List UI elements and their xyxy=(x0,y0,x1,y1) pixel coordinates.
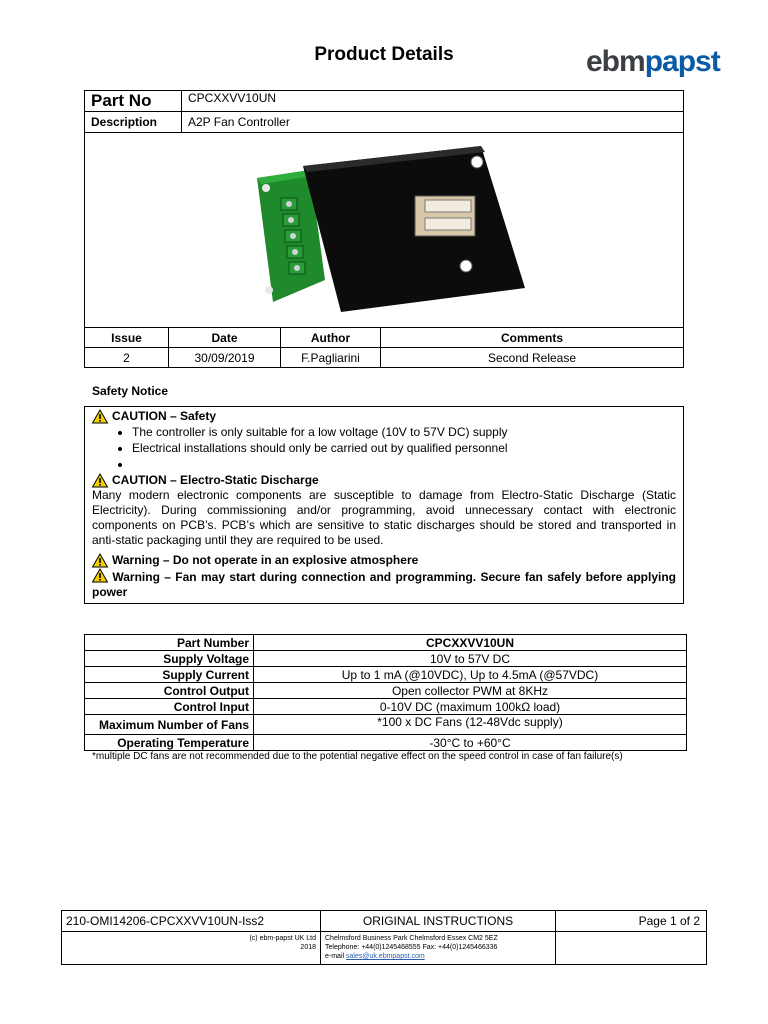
footer-empty-cell xyxy=(556,932,707,965)
spec-value: CPCXXVV10UN xyxy=(254,635,687,651)
cell-date: 30/09/2019 xyxy=(169,348,281,368)
list-item xyxy=(132,457,676,472)
spec-value: 10V to 57V DC xyxy=(254,651,687,667)
spec-key: Control Output xyxy=(85,683,254,699)
col-comments: Comments xyxy=(381,328,684,348)
spec-footnote: *multiple DC fans are not recommended due to the potential negative effect on the speed control in case of fan failure(s) xyxy=(92,751,623,762)
copyright: (c) ebm-papst UK Ltd 2018 xyxy=(62,932,321,965)
product-photo xyxy=(84,130,684,328)
spec-key: Operating Temperature xyxy=(85,735,254,751)
safety-notice-heading: Safety Notice xyxy=(92,384,169,398)
table-row xyxy=(85,699,687,715)
part-no-label: Part No xyxy=(85,91,182,112)
cell-issue: 2 xyxy=(85,348,169,368)
spec-value: 0-10V DC (maximum 100kΩ load) xyxy=(254,699,687,715)
page-footer xyxy=(61,910,707,965)
safety-notice-box xyxy=(84,406,684,604)
spec-key: Maximum Number of Fans xyxy=(85,715,254,735)
warning-explosive: Warning – Do not operate in an explosive atmosphere xyxy=(92,553,676,568)
spec-table xyxy=(84,634,687,751)
col-issue: Issue xyxy=(85,328,169,348)
table-row xyxy=(85,735,687,751)
email-link[interactable]: sales@uk.ebmpapst.com xyxy=(346,953,425,960)
safety-list xyxy=(92,425,676,472)
table-row xyxy=(85,635,687,651)
cell-author: F.Pagliarini xyxy=(281,348,381,368)
spec-value: Open collector PWM at 8KHz xyxy=(254,683,687,699)
caution-safety-heading: CAUTION – Safety xyxy=(92,409,676,424)
original-instructions: ORIGINAL INSTRUCTIONS xyxy=(321,911,556,932)
description-label: Description xyxy=(85,112,182,133)
page-title: Product Details xyxy=(314,44,454,65)
spec-key: Control Input xyxy=(85,699,254,715)
warning-icon xyxy=(92,473,108,488)
spec-value: -30°C to +60°C xyxy=(254,735,687,751)
col-author: Author xyxy=(281,328,381,348)
part-info-table xyxy=(84,90,684,133)
list-item: • Electrical installations should only be carried out by qualified personnel xyxy=(132,441,676,456)
table-row xyxy=(85,348,684,368)
ebmpapst-logo: ebmpapst xyxy=(586,45,720,78)
list-item: • The controller is only suitable for a low voltage (10V to 57V DC) supply xyxy=(132,425,676,440)
fan-controller-image xyxy=(85,130,683,328)
esd-paragraph: Many modern electronic components are susceptible to damage from Electro-Static Discharge (Static Electricity). During commissioning and/or programming, avoid unnecessary contact with electronic components on PCB’s. PCB’s which are sensitive to static discharges should be stored and transported in anti-static packaging until they are required to be used. xyxy=(92,488,676,547)
page-number: Page 1 of 2 xyxy=(556,911,707,932)
spec-key: Supply Current xyxy=(85,667,254,683)
issue-table xyxy=(84,327,684,368)
part-no-value: CPCXXVV10UN xyxy=(182,91,684,112)
spec-key: Supply Voltage xyxy=(85,651,254,667)
warning-fan-start: Warning – Fan may start during connection and programming. Secure fan safely before applying power xyxy=(92,570,676,599)
table-row xyxy=(85,715,687,735)
spec-value: Up to 1 mA (@10VDC), Up to 4.5mA (@57VDC) xyxy=(254,667,687,683)
col-date: Date xyxy=(169,328,281,348)
table-row xyxy=(85,651,687,667)
warning-icon xyxy=(92,553,108,568)
cell-comments: Second Release xyxy=(381,348,684,368)
table-row xyxy=(85,683,687,699)
warning-icon xyxy=(92,409,108,424)
spec-value: *100 x DC Fans (12-48Vdc supply) xyxy=(254,715,687,735)
caution-esd-heading: CAUTION – Electro-Static Discharge xyxy=(92,473,676,488)
contact-address: Chelmsford Business Park Chelmsford Essex CM2 5EZ Telephone: +44(0)1245468555 Fax: +44(0)1245466336 e-mail sales@uk.ebmpapst.com xyxy=(321,932,556,965)
warning-icon xyxy=(92,568,108,583)
spec-key: Part Number xyxy=(85,635,254,651)
description-value: A2P Fan Controller xyxy=(182,112,684,133)
doc-reference: 210-OMI14206-CPCXXVV10UN-Iss2 xyxy=(62,911,321,932)
table-row xyxy=(85,667,687,683)
